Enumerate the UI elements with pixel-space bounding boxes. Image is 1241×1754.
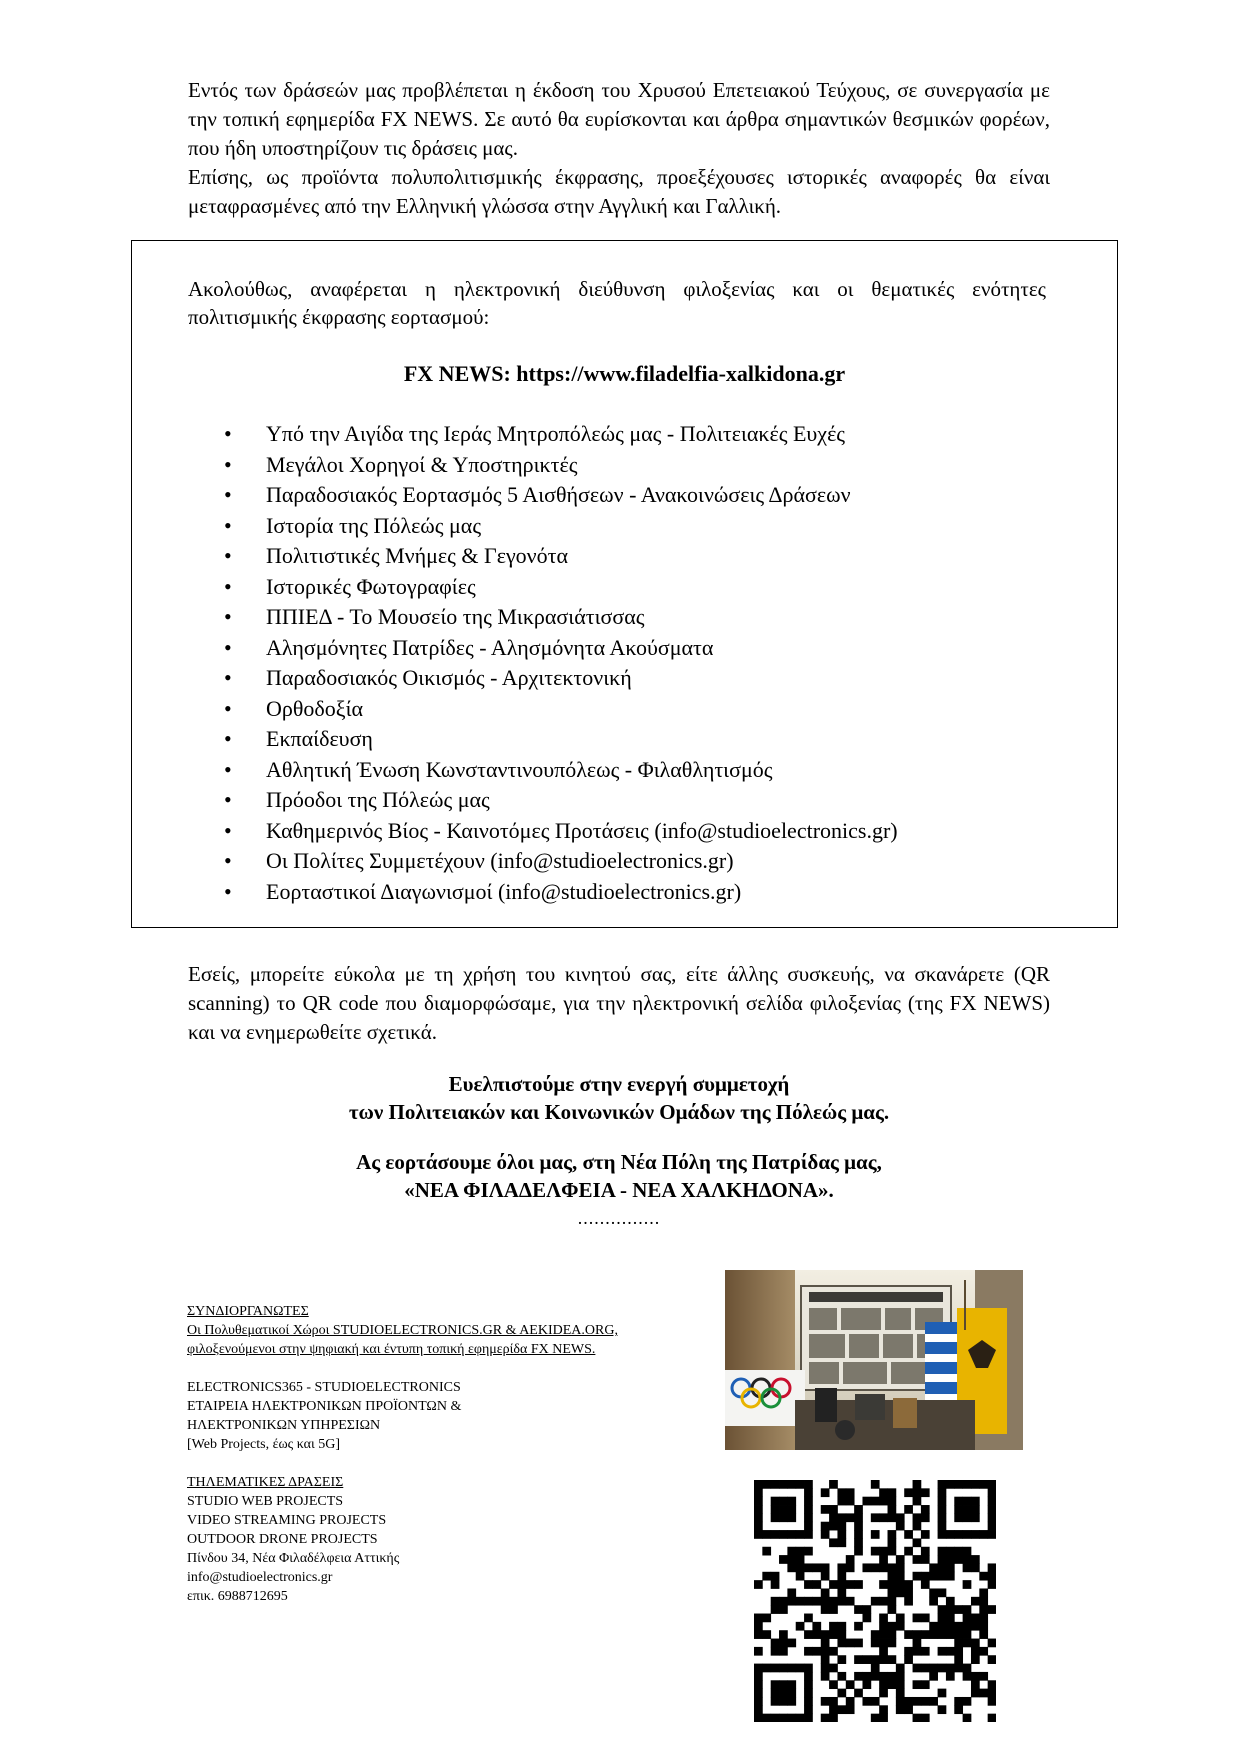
list-item: • Ιστορία της Πόλεώς μας — [224, 511, 898, 542]
list-item: • ΠΠΙΕΔ - Το Μουσείο της Μικρασιάτισσας — [224, 602, 898, 633]
list-item: • Υπό την Αιγίδα της Ιεράς Μητροπόλεώς μας - Πολιτειακές Ευχές — [224, 419, 898, 450]
list-item: • Πρόοδοι της Πόλεώς μας — [224, 785, 898, 816]
closing-line-2: των Πολιτειακών και Κοινωνικών Ομάδων της Πόλεώς μας. — [348, 1100, 890, 1124]
address: Πίνδου 34, Νέα Φιλαδέλφεια Αττικής — [187, 1551, 400, 1566]
telematics-heading: ΤΗΛΕΜΑΤΙΚΕΣ ΔΡΑΣΕΙΣ — [187, 1475, 344, 1490]
company-line: ΕΤΑΙΡΕΙΑ ΗΛΕΚΤΡΟΝΙΚΩΝ ΠΡΟΪΟΝΤΩΝ & — [187, 1399, 462, 1414]
intro-paragraph-1: Εντός των δράσεών μας προβλέπεται η έκδοση του Χρυσού Επετειακού Τεύχους, σε συνεργασία με την τοπική εφημερίδα FX NEWS. Σε αυτό θα ευρίσκονται και άρθρα σημαντικών θεσμικών φορέων, που ήδη υποστηρίζουν τις δράσεις μας. — [188, 78, 1050, 160]
qr-code[interactable] — [754, 1480, 996, 1722]
email-address[interactable]: info@studioelectronics.gr — [187, 1570, 333, 1585]
list-item: • Καθημερινός Βίος - Καινοτόμες Προτάσεις (info@studioelectronics.gr) — [224, 816, 898, 847]
topics-list — [224, 419, 898, 907]
list-item: • Μεγάλοι Χορηγοί & Υποστηρικτές — [224, 450, 898, 481]
closing-line-4: «ΝΕΑ ΦΙΛΑΔΕΛΦΕΙΑ - ΝΕΑ ΧΑΛΚΗΔΟΝΑ». — [404, 1178, 834, 1202]
list-item: • Ιστορικές Φωτογραφίες — [224, 572, 898, 603]
ellipsis-divider: ............... — [577, 1208, 661, 1228]
project-line: VIDEO STREAMING PROJECTS — [187, 1513, 387, 1528]
organizers-line: Οι Πολυθεματικοί Χώροι STUDIOELECTRONICS.GR & AEKIDEA.ORG, — [187, 1323, 618, 1338]
company-line: [Web Projects, έως και 5G] — [187, 1437, 341, 1452]
organizers-heading: ΣΥΝΔΙΟΡΓΑΝΩΤΕΣ — [187, 1304, 309, 1319]
project-line: OUTDOOR DRONE PROJECTS — [187, 1532, 378, 1547]
qr-scan-text: Εσείς, μπορείτε εύκολα με τη χρήση του κινητού σας, είτε άλλης συσκευής, να σκανάρετε (QR scanning) το QR code που διαμορφώσαμε, για την ηλεκτρονική σελίδα φιλοξενίας (της FX NEWS) και να ενημερωθείτε σχετικά. — [188, 962, 1050, 1044]
list-item: • Ορθοδοξία — [224, 694, 898, 725]
intro-paragraph-2: Επίσης, ως προϊόντα πολυπολιτισμικής έκφρασης, προεξέχουσες ιστορικές αναφορές θα είναι μεταφρασμένες από την Ελληνική γλώσσα στην Αγγλική και Γαλλική. — [188, 165, 1050, 218]
list-item: • Πολιτιστικές Μνήμες & Γεγονότα — [224, 541, 898, 572]
museum-photo — [725, 1270, 1023, 1450]
list-item: • Αλησμόνητες Πατρίδες - Αλησμόνητα Ακούσματα — [224, 633, 898, 664]
box-intro-text: Ακολούθως, αναφέρεται η ηλεκτρονική διεύθυνση φιλοξενίας και οι θεματικές ενότητες πολιτισμικής έκφρασης εορτασμού: — [188, 277, 1046, 329]
fx-news-link[interactable]: FX NEWS: https://www.filadelfia-xalkidona.gr — [403, 361, 846, 386]
list-item: • Εκπαίδευση — [224, 724, 898, 755]
topics-box — [131, 240, 1118, 928]
list-item: • Εορταστικοί Διαγωνισμοί (info@studioelectronics.gr) — [224, 877, 898, 908]
list-item: • Παραδοσιακός Οικισμός - Αρχιτεκτονική — [224, 663, 898, 694]
closing-line-3: Ας εορτάσουμε όλοι μας, στη Νέα Πόλη της Πατρίδας μας, — [356, 1150, 882, 1174]
list-item: • Οι Πολίτες Συμμετέχουν (info@studioelectronics.gr) — [224, 846, 898, 877]
list-item: • Αθλητική Ένωση Κωνσταντινουπόλεως - Φιλαθλητισμός — [224, 755, 898, 786]
intro-text — [188, 76, 1050, 221]
company-line: ELECTRONICS365 - STUDIOELECTRONICS — [187, 1380, 461, 1395]
organizers-line: φιλοξενούμενοι στην ψηφιακή και έντυπη τοπική εφημερίδα FX NEWS. — [187, 1342, 596, 1357]
project-line: STUDIO WEB PROJECTS — [187, 1494, 344, 1509]
footer-info — [187, 1302, 727, 1606]
closing-line-1: Ευελπιστούμε στην ενεργή συμμετοχή — [448, 1072, 790, 1096]
company-line: ΗΛΕΚΤΡΟΝΙΚΩΝ ΥΠΗΡΕΣΙΩΝ — [187, 1418, 381, 1433]
list-item: • Παραδοσιακός Εορτασμός 5 Αισθήσεων - Ανακοινώσεις Δράσεων — [224, 480, 898, 511]
phone-number: επικ. 6988712695 — [187, 1589, 288, 1604]
closing-statement — [188, 1070, 1050, 1204]
